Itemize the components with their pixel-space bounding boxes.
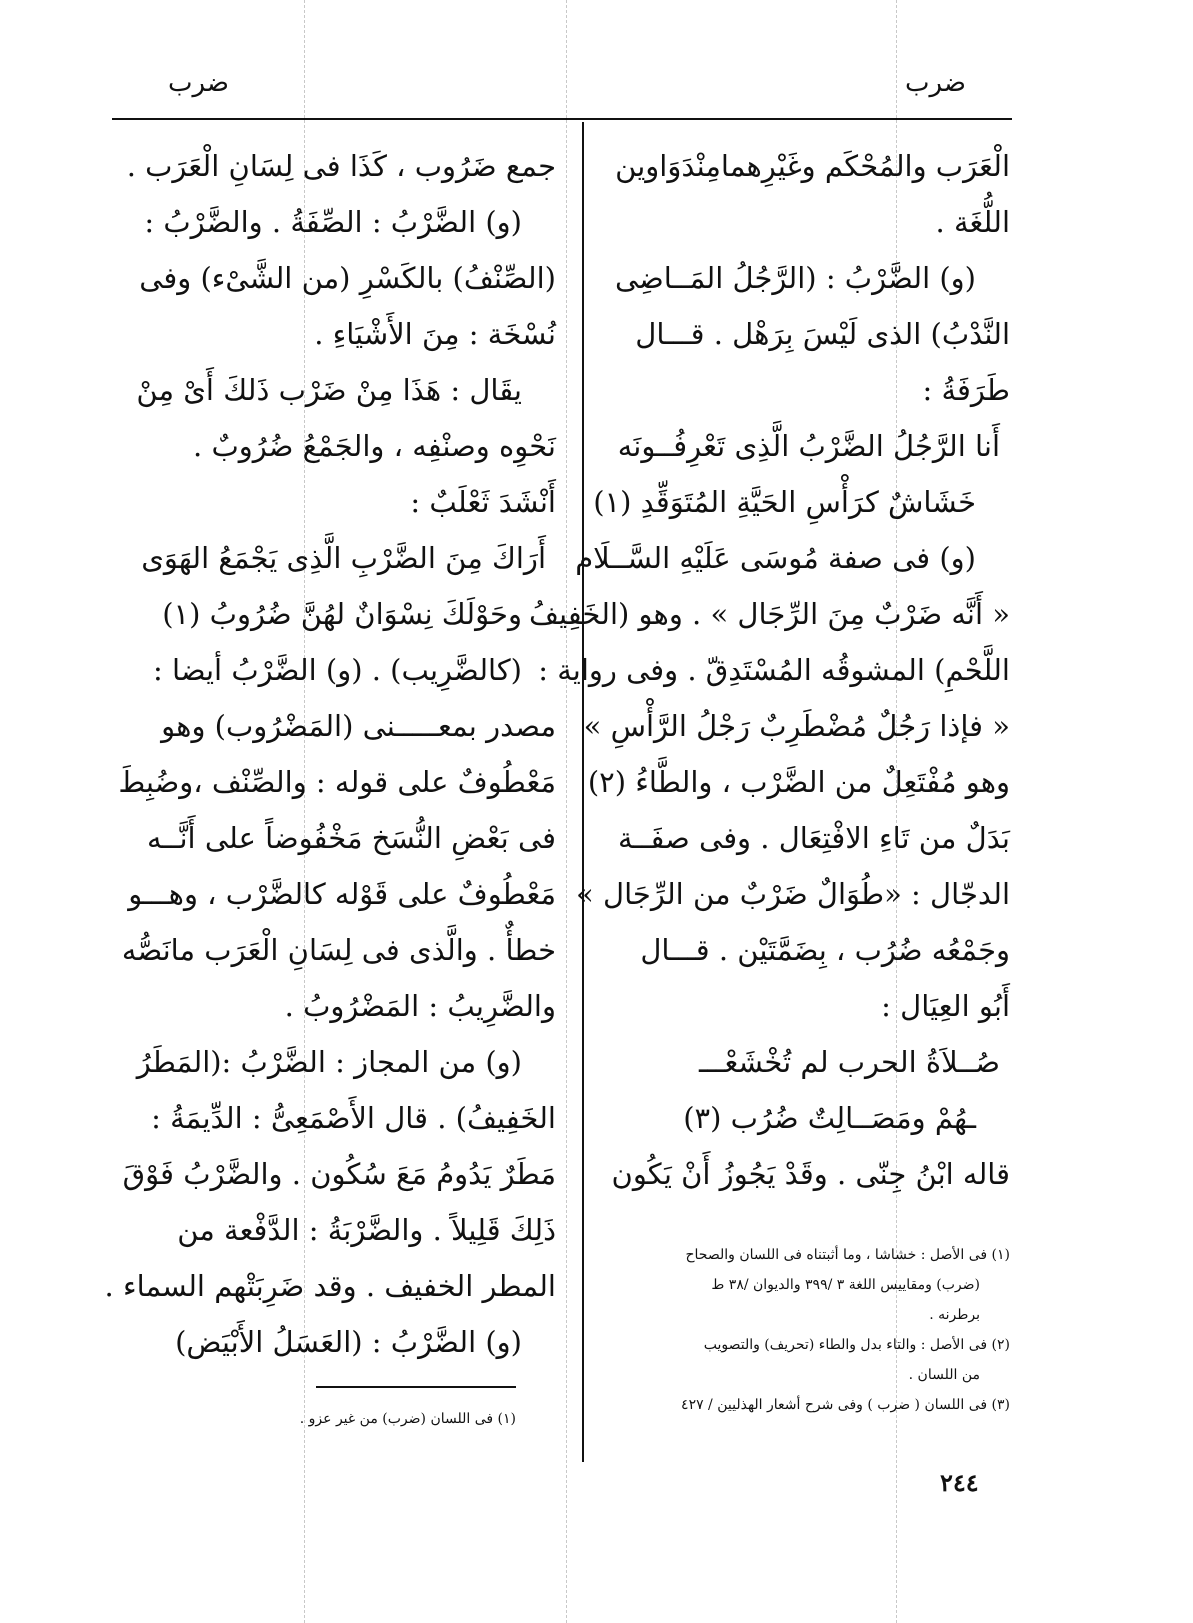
text-line: « أَنَّه ضَرْبٌ مِنَ الرِّجَال » . وهو (الخَفِيفُ [528, 597, 1010, 631]
running-header-right: ضرب [905, 68, 966, 98]
text-line: مَعْطُوفٌ على قَوْله كالضَّرْب ، وهـــو [128, 877, 556, 911]
verse-line: صُــلاَةُ الحرب لم تُخْشَعْـــ [699, 1045, 1000, 1079]
text-line: الْعَرَب والمُحْكَم وغَيْرِهمامِنْدَوَاوين [615, 149, 1010, 183]
text-line: أَنْشَدَ ثَعْلَبٌ : [410, 485, 556, 519]
text-line: أَبُو العِيَال : [881, 989, 1010, 1023]
text-line: وهو مُفْتَعِلٌ من الضَّرْب ، والطَّاءُ (٢) [587, 765, 1010, 799]
text-line: (و) الضَّرْبُ : (العَسَلُ الأَبْيَض) [175, 1325, 522, 1359]
text-line: قاله ابْنُ جِنّى . وقَدْ يَجُوزُ أَنْ يَكُون [611, 1157, 1010, 1191]
text-line: (كالضَّرِيب) . (و) الضَّرْبُ أيضا : [153, 653, 522, 687]
text-line: يقَال : هَذَا مِنْ ضَرْب ذَلكَ أَىْ مِنْ [136, 373, 522, 407]
left-footnotes [216, 1404, 516, 1434]
text-line: المطر الخفيف . وقد ضَرِبَتْهم السماء . [104, 1269, 556, 1303]
text-line: (و) الضَّرْبُ : الصِّفَةُ . والضَّرْبُ : [144, 205, 522, 239]
text-line: اللَّحْمِ) المشوقُه المُسْتَدِقّ . وفى رواية : [538, 653, 1010, 687]
text-line: نُسْخَة : مِنَ الأَشْيَاءِ . [314, 317, 556, 351]
verse-line: خَشَاشٌ كرَأْسِ الحَيَّةِ المُتَوَقِّدِ (١) [593, 485, 976, 519]
text-line: الدجّال : «طُوَالٌ ضَرْبٌ من الرِّجَال » [576, 877, 1010, 911]
text-line: والضَّرِيبُ : المَضْرُوبُ . [284, 989, 556, 1023]
footnote-line: (١) فى اللسان (ضرب) من غير عزو . [299, 1411, 516, 1427]
text-line: اللُّغَة . [935, 205, 1010, 239]
running-header-left: ضرب [168, 68, 229, 98]
text-line: (و) من المجاز : الضَّرْبُ :(المَطَرُ [136, 1045, 522, 1079]
text-line: (و) الضَّرْبُ : (الرَّجُلُ المَــاضِى [615, 261, 976, 295]
text-line: الخَفِيفُ) . قال الأَصْمَعِىُّ : الدِّيمَةُ : [151, 1101, 556, 1135]
text-line: مَطَرٌ يَدُومُ مَعَ سُكُون . والضَّرْبُ فَوْقَ [122, 1157, 556, 1191]
right-footnotes [600, 1240, 1010, 1420]
footnote-line: (٣) فى اللسان ( ضرب ) وفى شرح أشعار الهذليين / ٤٢٧ [681, 1397, 1010, 1413]
footnote-line: (٢) فى الأصل : والتاء بدل والطاء (تحريف) والتصويب [703, 1337, 1010, 1353]
text-line: وجَمْعُه ضُرُب ، بِضَمَّتَيْن . قـــال [640, 933, 1010, 967]
text-line: النَّدْبُ) الذى لَيْسَ بِرَهْل . قـــال [635, 317, 1010, 351]
header-rule [112, 118, 1012, 120]
text-line: مَعْطُوفٌ على قوله : والصِّنْف ،وضُبِطَ [118, 765, 556, 799]
verse-line: أَنا الرَّجُلُ الضَّرْبُ الَّذِى تَعْرِفُــونَه [617, 429, 1000, 463]
footnote-line: من اللسان . [908, 1367, 980, 1383]
scan-guide-line [566, 0, 567, 1623]
footnote-line: برطرنه . [929, 1307, 980, 1323]
text-line: (و) فى صفة مُوسَى عَلَيْهِ السَّــلَام [575, 541, 976, 575]
footnote-line: (ضرب) ومقاييس اللغة ٣ /٣٩٩ والديوان /٣٨ ط [711, 1277, 980, 1293]
footnote-line: (١) فى الأصل : خشاشا ، وما أثبتناه فى اللسان والصحاح [685, 1247, 1010, 1263]
text-line: نَحْوِه وصنْفِه ، والجَمْعُ ضُرُوبٌ . [193, 429, 556, 463]
left-column [106, 138, 556, 1370]
page-number: ٢٤٤ [940, 1468, 979, 1497]
text-line: جمع ضَرُوب ، كَذَا فى لِسَانِ الْعَرَب . [126, 149, 556, 183]
text-line: ذَلِكَ قَلِيلاً . والضَّرْبَةُ : الدَّفْعة من [177, 1213, 556, 1247]
text-line: (الصِّنْفُ) بالكَسْرِ (من الشَّىْء) وفى [139, 261, 556, 295]
text-line: فى بَعْضِ النُّسَخ مَخْفُوضاً على أَنَّــه [146, 821, 556, 855]
verse-line: أَرَاكَ مِنَ الضَّرْبِ الَّذِى يَجْمَعُ الهَوَى [141, 541, 546, 575]
text-line: خطأٌ . والَّذى فى لِسَانِ الْعَرَب مانَصُّه [121, 933, 556, 967]
footnote-rule [316, 1386, 516, 1388]
text-line: بَدَلٌ من تَاءِ الافْتِعَال . وفى صفَــة [617, 821, 1010, 855]
column-divider [582, 122, 584, 1462]
verse-line: وحَوْلَكَ نِسْوَانٌ لهُنَّ ضُرُوبُ (١) [162, 597, 522, 631]
text-line: « فإذا رَجُلٌ مُضْطَرِبٌ رَجْلُ الرَّأْسِ » [583, 709, 1010, 743]
text-line: طَرَفَةُ : [922, 373, 1010, 407]
text-line: مصدر بمعـــــنى (المَضْرُوب) وهو [161, 709, 556, 743]
verse-line: ـهُمْ ومَصَــالِتٌ ضُرُب (٣) [683, 1101, 976, 1135]
right-column [528, 138, 1010, 1202]
